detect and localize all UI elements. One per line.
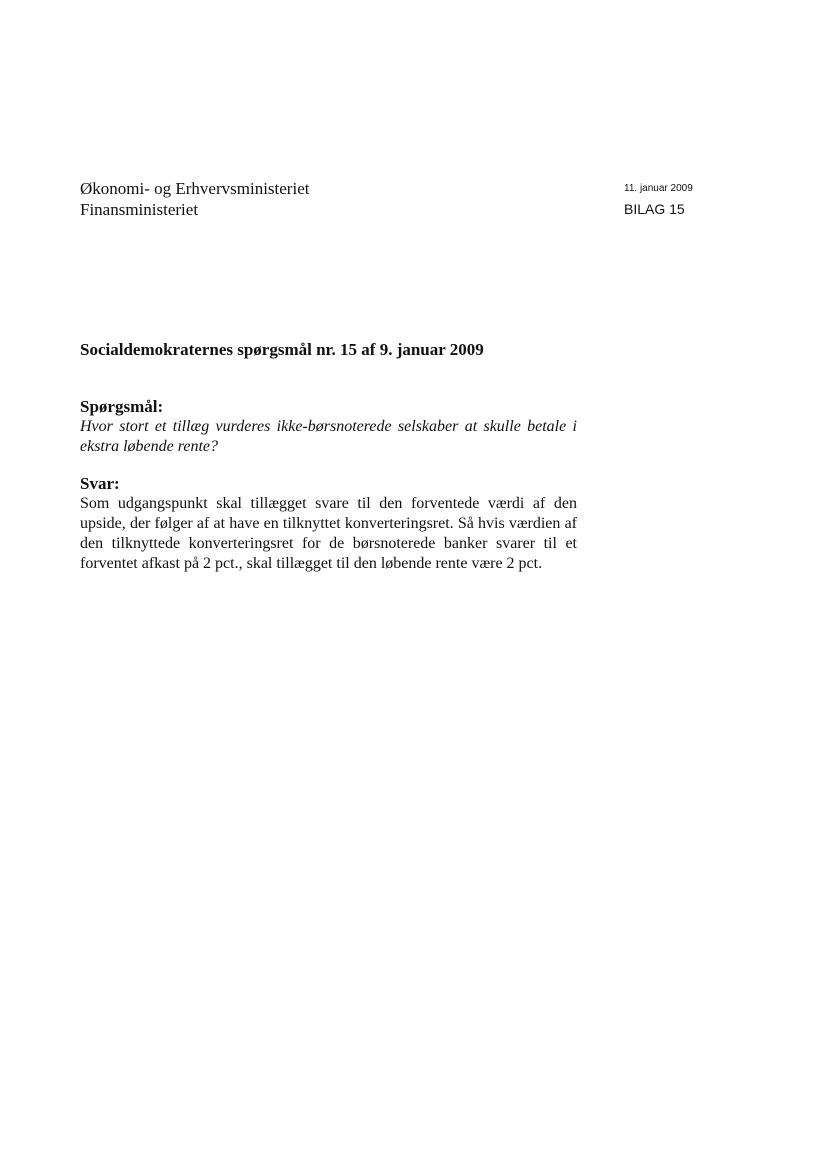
question-section <box>80 397 577 457</box>
bilag-number: BILAG 15 <box>624 201 685 217</box>
ministry-name-economy: Økonomi- og Erhvervsministeriet <box>80 179 310 198</box>
document-meta <box>624 182 693 218</box>
question-text: Hvor stort et tillæg vurderes ikke-børsnoterede selskaber at skulle betale i ekstra løbende rente? <box>80 418 577 455</box>
document-title: Socialdemokraternes spørgsmål nr. 15 af 9. januar 2009 <box>80 340 484 359</box>
answer-text: Som udgangspunkt skal tillægget svare til den forventede værdi af den upside, der følger af at have en tilknyttet konverteringsret. Så hvis værdien af den tilknyttede konverteringsret for de børsnoterede banker svarer til et forventet afkast på 2 pct., skal tillægget til den løbende rente være 2 pct. <box>80 495 577 572</box>
ministry-block <box>80 178 309 220</box>
answer-section <box>80 474 577 574</box>
question-heading: Spørgsmål: <box>80 397 164 416</box>
answer-heading: Svar: <box>80 474 120 493</box>
ministry-name-finance: Finansministeriet <box>80 200 199 219</box>
document-date: 11. januar 2009 <box>624 183 693 194</box>
